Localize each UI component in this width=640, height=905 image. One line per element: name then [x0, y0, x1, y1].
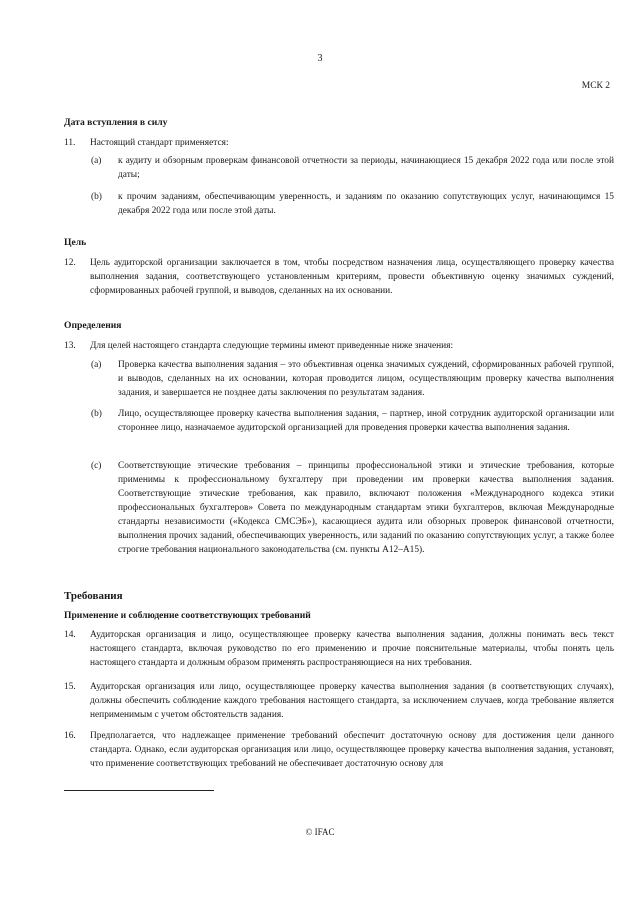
- item-text: Соответствующие этические требования – принципы профессиональной этики и этические требования, которые применимы к профессиональному бухгалтеру при проведении им проверки качества выполнения задания. Соответствующие этические требования, как правило, включают положения «Международного кодекса этики профессиональных бухгалтеров» Совета по международным стандартам этики бухгалтеров, включая Международные стандарты независимости («Кодекса СМСЭБ»), касающиеся аудита или обзорных проверок финансовой отчетности, выполнения прочих заданий, обеспечивающих уверенность, или заданий по оказанию сопутствующих услуг, а также более строгие требования национального законодательства (см. пункты A12–A15).: [118, 461, 614, 555]
- paragraph-number: 15.: [64, 682, 76, 692]
- footnote-divider: [64, 790, 214, 791]
- item-text: Лицо, осуществляющее проверку качества выполнения задания, – партнер, иной сотрудник аудиторской организации или стороннее лицо, назначаемое аудиторской организацией для проведения проверки качества выполнения задания.: [118, 409, 614, 433]
- section-heading-definitions: Определения: [64, 320, 122, 331]
- footer-copyright: © IFAC: [305, 827, 335, 837]
- item-text: к прочим заданиям, обеспечивающим уверенность, и заданиям по оказанию сопутствующих услуг, начинающимся 15 декабря 2022 года или после этой даты.: [118, 192, 614, 216]
- paragraph-number: 13.: [64, 341, 76, 351]
- paragraph-13-item-a: [91, 358, 614, 400]
- paragraph-number: 11.: [64, 138, 76, 148]
- item-label: (b): [91, 192, 102, 202]
- paragraph-text: Аудиторская организация или лицо, осуществляющее проверку качества выполнения задания (в соответствующих случаях), должны обеспечить соблюдение каждого требования настоящего стандарта, за исключением случаев, когда требование является неприменимым с учетом обстоятельств задания.: [90, 682, 614, 720]
- section-heading-objective: Цель: [64, 237, 87, 248]
- item-text: Проверка качества выполнения задания – это объективная оценка значимых суждений, сформированных рабочей группой, и выводов, сделанных на их основании, которая проводится лицом, осуществляющим проверку качества выполнения задания, и завершается не позднее даты заключения по результатам задания.: [118, 360, 614, 398]
- paragraph-14: [64, 628, 614, 670]
- item-label: (a): [91, 360, 102, 370]
- paragraph-15: [64, 680, 614, 722]
- paragraph-text: Настоящий стандарт применяется:: [90, 138, 229, 148]
- paragraph-number: 12.: [64, 258, 76, 268]
- paragraph-13-item-c: [91, 459, 614, 557]
- item-label: (b): [91, 409, 102, 419]
- paragraph-text: Для целей настоящего стандарта следующие термины имеют приведенные ниже значения:: [90, 341, 454, 351]
- paragraph-12: [64, 256, 614, 298]
- paragraph-16: [64, 729, 614, 771]
- paragraph-number: 14.: [64, 630, 76, 640]
- page-number: 3: [317, 53, 323, 64]
- subsection-heading-application: Применение и соблюдение соответствующих требований: [64, 610, 311, 621]
- section-heading-effective-date: Дата вступления в силу: [64, 117, 168, 128]
- paragraph-11: [64, 136, 614, 150]
- section-heading-requirements: Требования: [64, 590, 123, 602]
- paragraph-text: Аудиторская организация и лицо, осуществляющее проверку качества выполнения задания, должны понимать весь текст настоящего стандарта, включая руководство по его применению и прочие пояснительные материалы, чтобы понять цель настоящего стандарта и должным образом применять распространяющиеся на них требования.: [90, 630, 614, 668]
- item-label: (c): [91, 461, 102, 471]
- item-text: к аудиту и обзорным проверкам финансовой отчетности за периоды, начинающиеся 15 декабря 2022 года или после этой даты;: [118, 156, 614, 180]
- paragraph-text: Цель аудиторской организации заключается в том, чтобы посредством назначения лица, осуществляющего проверку качества выполнения задания, соответствующего установленным критериям, провести объективную оценку значимых суждений, сформированных рабочей группой, и выводов, сделанных на их основании.: [90, 258, 614, 296]
- paragraph-13-item-b: [91, 407, 614, 435]
- item-label: (a): [91, 156, 102, 166]
- paragraph-number: 16.: [64, 731, 76, 741]
- document-code: МСК 2: [581, 81, 610, 91]
- paragraph-13: [64, 339, 614, 353]
- paragraph-text: Предполагается, что надлежащее применение требований обеспечит достаточную основу для достижения цели данного стандарта. Однако, если аудиторская организация или лицо, осуществляющее проверку качества выполнения задания, установят, что применение соответствующих требований не обеспечивает достаточную основу для: [90, 731, 614, 769]
- paragraph-11-item-a: [91, 154, 614, 182]
- paragraph-11-item-b: [91, 190, 614, 218]
